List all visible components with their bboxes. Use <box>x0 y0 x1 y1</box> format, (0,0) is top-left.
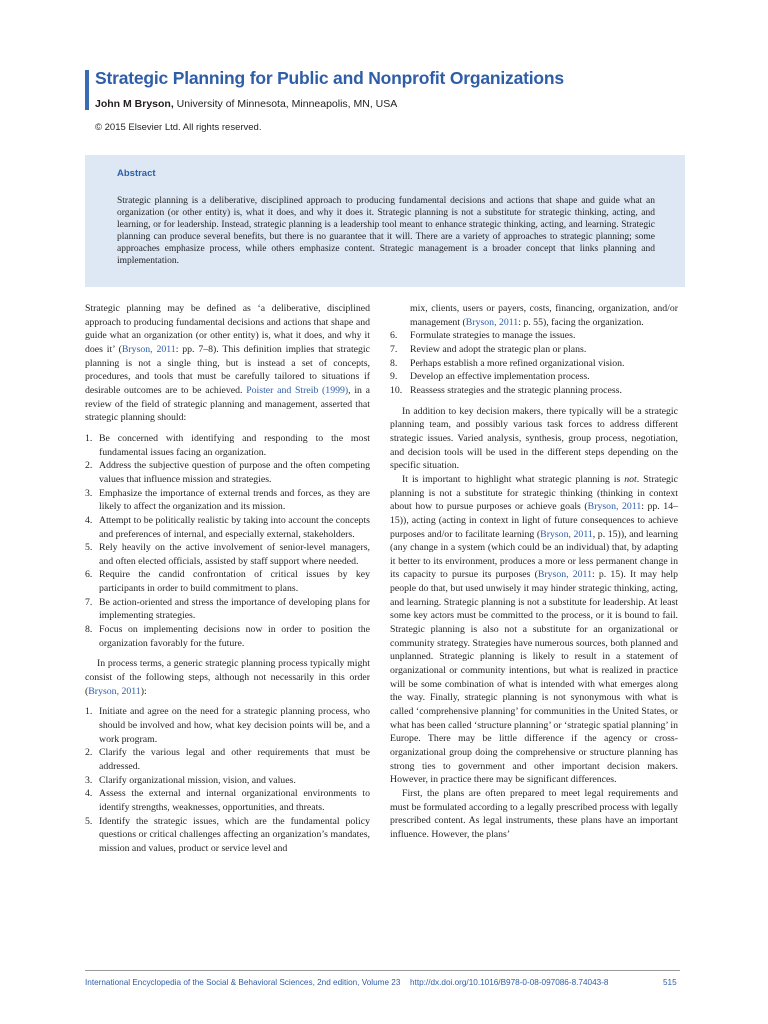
list-item: 5. Identify the strategic issues, which are the fundamental policy questions or critical challenges affecting an organization’s mandates, mission and values, product or service level and <box>85 815 370 854</box>
team-paragraph: In addition to key decision makers, there typically will be a strategic planning team, and possibly various task forces to address different strategic issues. Varied analysis, synthesis, group process, negotiation, and decision tools will be used in the different steps depending on the specific situation. <box>390 405 678 472</box>
abstract-heading: Abstract <box>117 168 156 179</box>
citation-link[interactable]: Bryson, 2011 <box>121 343 176 355</box>
list-item: 7. Review and adopt the strategic plan or plans. <box>390 343 587 355</box>
list-item: 4. Assess the external and internal organizational environments to identify strengths, weaknesses, opportunities, and threats. <box>85 788 370 813</box>
list-item: 4. Attempt to be politically realistic by taking into account the concepts and preferences of internal, and especially external, stakeholders. <box>85 514 370 540</box>
right-column <box>390 302 678 842</box>
list-item: 3. Clarify organizational mission, vision, and values. <box>85 774 296 786</box>
list-item: 9. Develop an effective implementation process. <box>390 371 590 383</box>
planning-principles-list <box>85 432 370 651</box>
list-item: 8. Perhaps establish a more refined organizational vision. <box>390 357 625 369</box>
list-continuation: mix, clients, users or payers, costs, financing, organization, and/or management (Bryson, 2011: p. 55), facing the organization. <box>410 303 678 328</box>
list-item: 2. Address the subjective question of purpose and the often competing values that influence mission and strategies. <box>85 460 370 485</box>
list-item: 5. Rely heavily on the active involvement of senior-level managers, and often elected officials, assisted by staff support where needed. <box>85 542 370 567</box>
citation-link[interactable]: Bryson, 2011 <box>587 501 642 513</box>
list-item: 1. Be concerned with identifying and responding to the most fundamental issues facing an organization. <box>85 432 370 458</box>
footer-divider <box>85 970 680 971</box>
citation-link[interactable]: Bryson, 2011 <box>465 316 519 328</box>
list-item: 2. Clarify the various legal and other requirements that must be addressed. <box>85 747 370 772</box>
abstract-box <box>85 155 685 287</box>
doi-link[interactable]: http://dx.doi.org/10.1016/B978-0-08-097086-8.74043-8 <box>410 978 609 987</box>
list-item: 6. Require the candid confrontation of critical issues by key participants in order to build commitment to plans. <box>85 569 370 595</box>
process-steps-list <box>85 705 370 855</box>
journal-reference: International Encyclopedia of the Social & Behavioral Sciences, 2nd edition, Volume 23 <box>85 978 401 987</box>
citation-link[interactable]: Bryson, 2011 <box>540 528 593 540</box>
list-item: 6. Formulate strategies to manage the issues. <box>390 330 576 342</box>
title-accent-bar <box>85 70 89 110</box>
citation-link[interactable]: Bryson, 2011 <box>537 569 592 581</box>
list-item: 10. Reassess strategies and the strategic planning process. <box>390 384 622 396</box>
list-item: 3. Emphasize the importance of external trends and forces, as they are likely to affect the organization and its mission. <box>85 487 370 513</box>
page-number: 515 <box>663 978 677 987</box>
citation-link[interactable]: Bryson, 2011 <box>88 685 141 697</box>
left-column <box>85 302 370 863</box>
copyright-notice: © 2015 Elsevier Ltd. All rights reserved. <box>95 122 262 133</box>
article-title: Strategic Planning for Public and Nonprofit Organizations <box>95 68 564 88</box>
author-affiliation: University of Minnesota, Minneapolis, MN, USA <box>173 98 398 110</box>
author-name: John M Bryson, <box>95 98 174 110</box>
abstract-text: Strategic planning is a deliberative, disciplined approach to producing fundamental decisions and actions that shape and guide what an organization (or other entity) is, what it does, and why it does it. Strategic planning is not a substitute for strategic thinking, acting, and learning, or for leadership. Instead, strategic planning is a leadership tool meant to enhance strategic thinking, acting, and learning. Strategic planning can produce several benefits, but there is no guarantee that it will. There are a variety of approaches to strategic planning; some approaches emphasize process, while others emphasize content. Strategic management is a broader concept that links planning and implementation. <box>117 196 655 266</box>
list-item: 7. Be action-oriented and stress the importance of developing plans for implementing strategies. <box>85 596 370 622</box>
author-line <box>95 98 397 110</box>
legal-plans-paragraph: First, the plans are often prepared to meet legal requirements and must be formulated according to a legally prescribed process with legally prescribed content. As legal instruments, these plans have an important influence. However, the plans’ <box>390 787 678 840</box>
list-item: 1. Initiate and agree on the need for a strategic planning process, who should be involved and how, what key decision points will be, and a work program. <box>85 706 370 745</box>
process-paragraph: In process terms, a generic strategic planning process typically might consist of the following steps, although not necessarily in this order (Bryson, 2011): <box>85 658 370 697</box>
citation-link[interactable]: Poister and Streib (1999) <box>246 384 349 396</box>
intro-paragraph: Strategic planning may be defined as ‘a deliberative, disciplined approach to producing fundamental decisions and actions that shape and guide what an organization (or other entity) is, what it does, and why it does it’ (Bryson, 2011: pp. 7–8). This definition implies that strategic planning is not a single thing, but is instead a set of concepts, procedures, and tools that must be carefully tailored to situations if desirable outcomes are to be achieved. Poister and Streib (1999), in a review of the field of strategic planning and management, asserted that strategic planning should: <box>85 303 370 424</box>
list-item: 8. Focus on implementing decisions now in order to position the organization favorably for the future. <box>85 624 370 649</box>
what-planning-is-not-paragraph: It is important to highlight what strategic planning is not. Strategic planning is not a substitute for strategic thinking (thinking in context about how to pursue purposes or achieve goals (Bryson, 2011: pp. 14–15)), acting (acting in context in light of future consequences to achieve purposes and/or to facilitate learning (Bryson, 2011, p. 15)), and learning (any change in a system (which could be an individual) that, by adapting it better to its environment, produces a more or less permanent change in its capacity to pursue its purposes (Bryson, 2011: p. 15). It may help people do that, but used unwisely it may hinder strategic thinking, acting, and learning. Strategic planning is not a substitute for leadership. At least some key actors must be committed to the process, or it is bound to fail. Strategic planning is also not a substitute for an organizational or community strategy. Strategies have numerous sources, both planned and unplanned. Strategic planning is likely to result in a statement of organizational or community intentions, but what is realized in practice will be some combination of what is intended with what emerges along the way. Finally, strategic planning is not synonymous with what is called ‘comprehensive planning’ for communities in the United States, or what has been called ‘structure planning’ or ‘strategic spatial planning’ in Europe. There may be little difference if the agency or cross-organizational group doing the comprehensive or structure planning has strong ties to government and other important decision makers. However, in practice there may be significant differences. <box>390 473 679 786</box>
process-steps-list-continued <box>390 329 678 397</box>
